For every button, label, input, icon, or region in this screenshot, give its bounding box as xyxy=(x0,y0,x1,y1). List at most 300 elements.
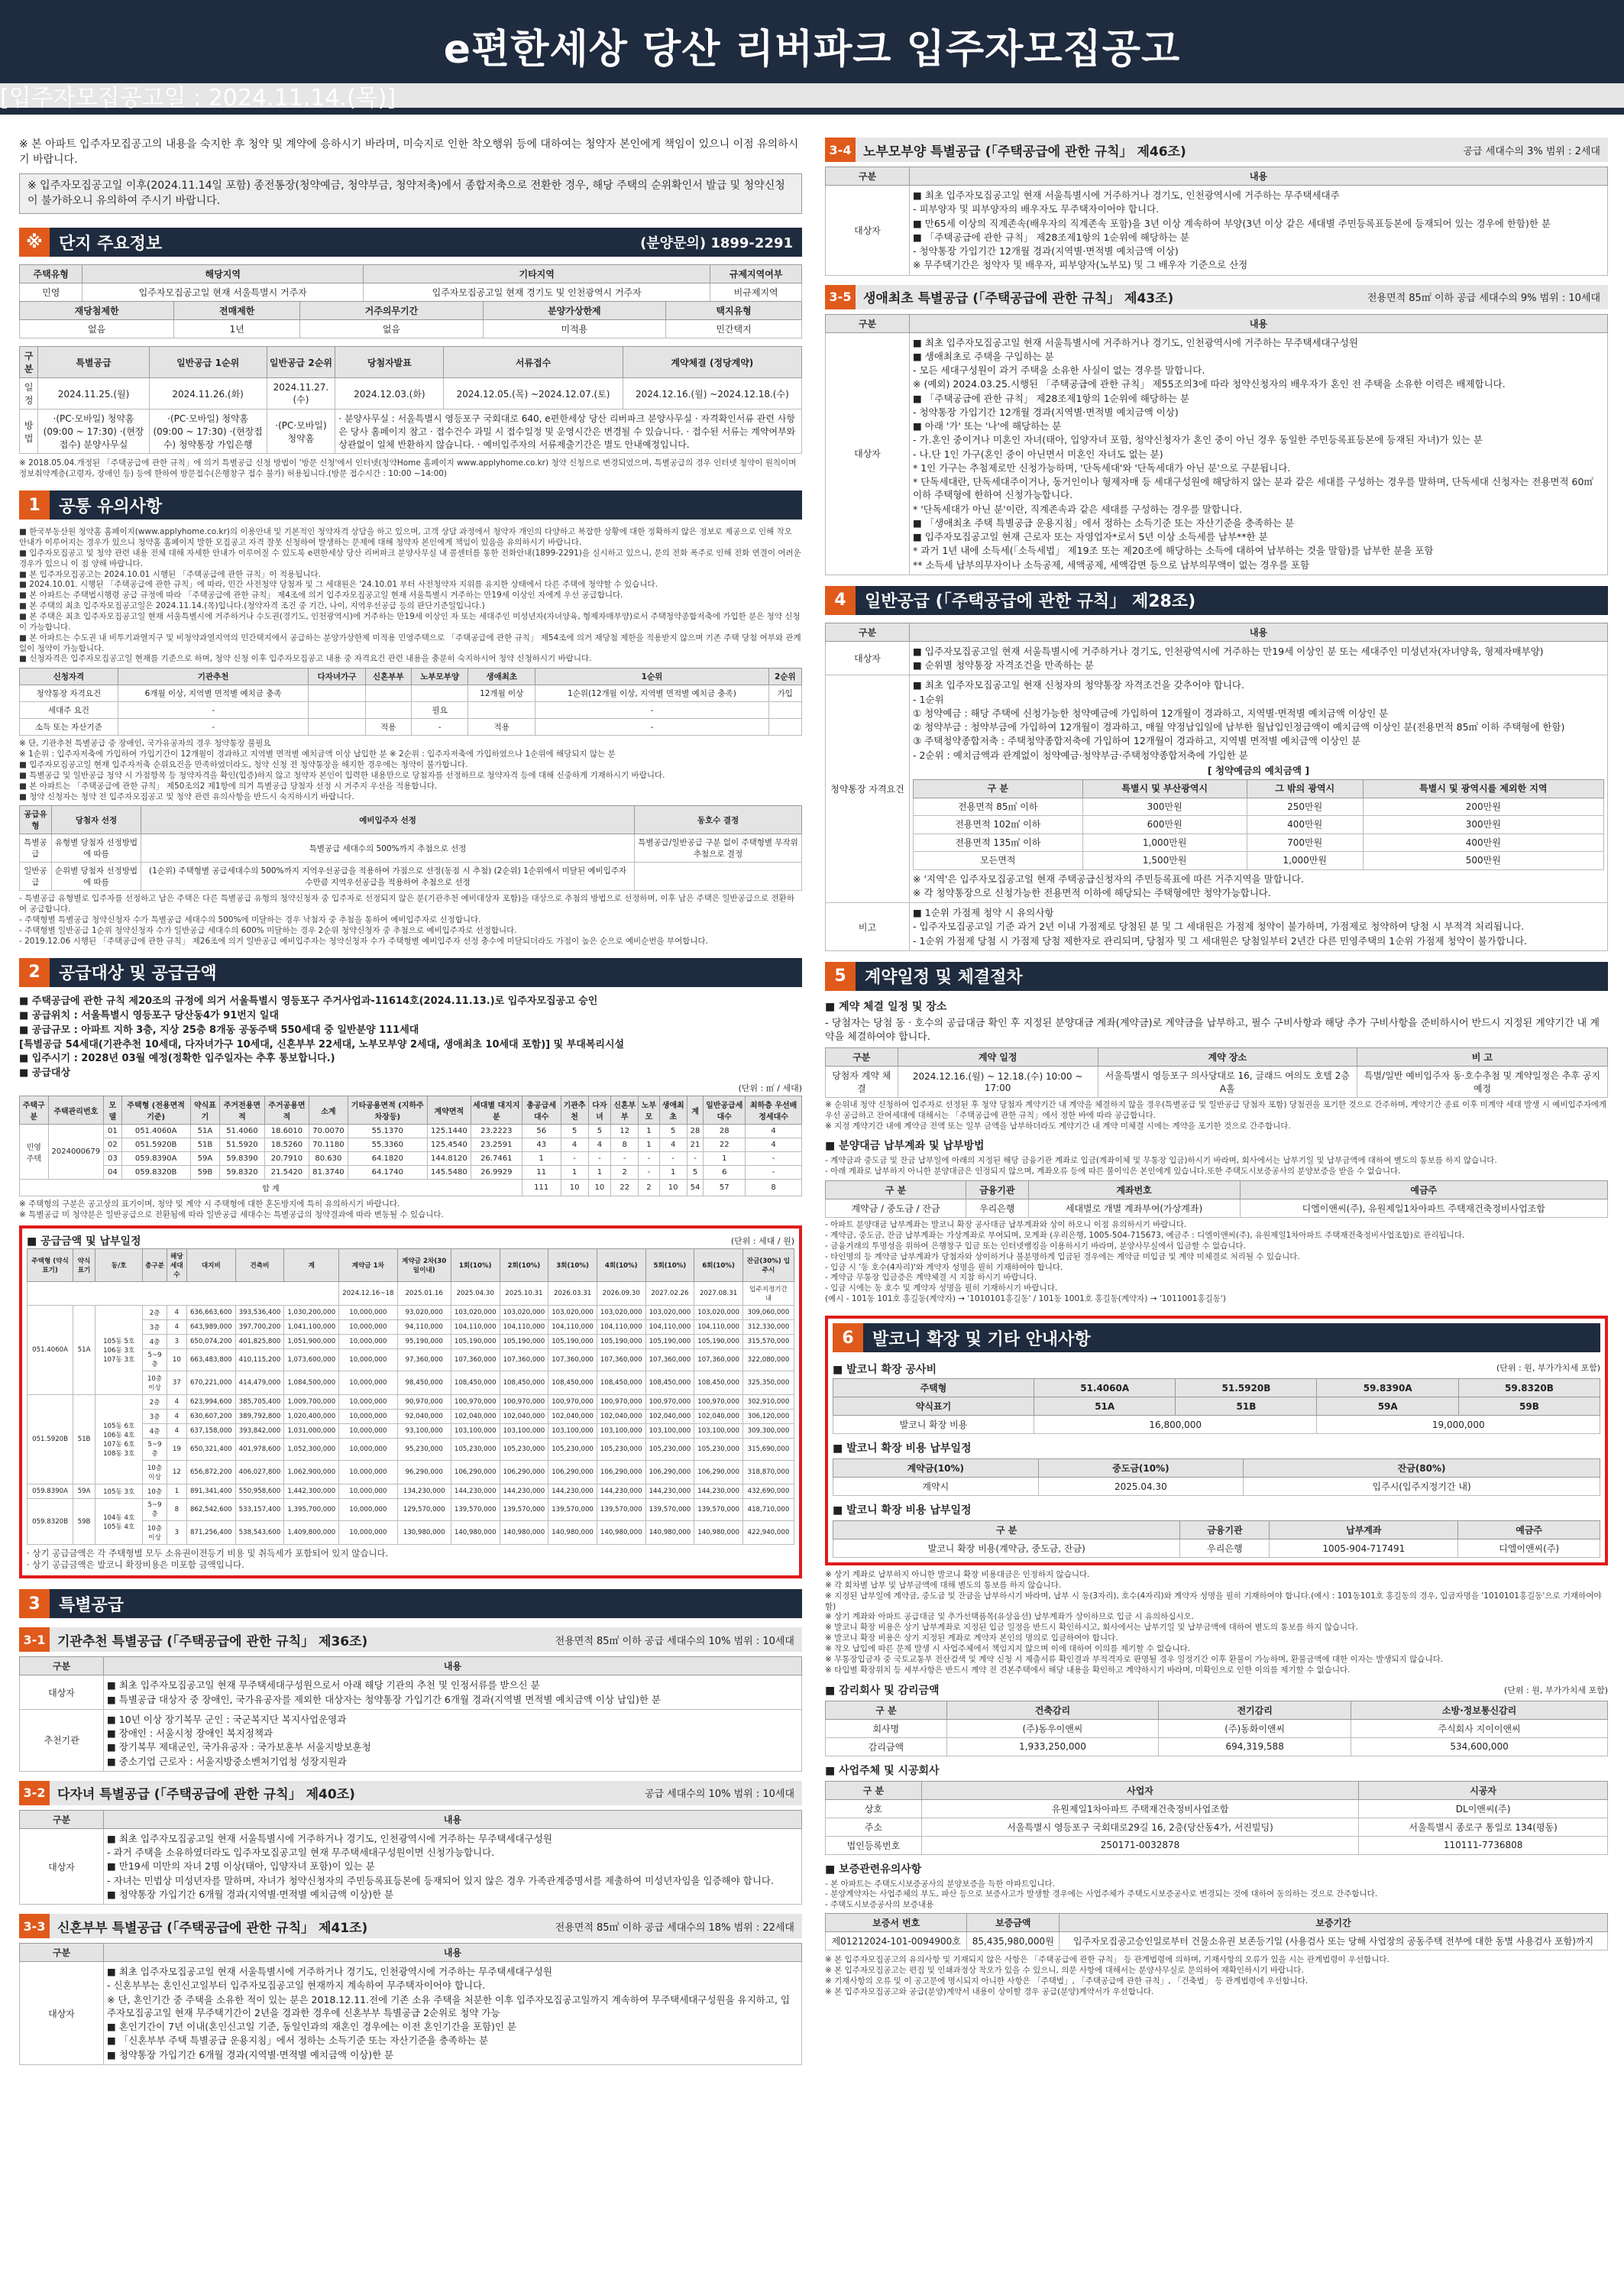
text-line: * 1인 가구는 추첨제로만 신청가능하며, '단독세대'와 '단독세대가 아닌 분'으로 구분됩니다. xyxy=(913,461,1291,474)
notice-item: ■ 본 입주자모집공고는 2024.10.01 시행된 「주택공급에 관한 규칙」이 적용됩니다. xyxy=(19,569,321,579)
table-cell: 059.8320B xyxy=(27,1499,73,1545)
table-cell: 2024000679 xyxy=(48,1125,104,1180)
table-cell: 4 xyxy=(588,1138,611,1152)
institution-table: 구분 내용 대상자 ■ 최초 입주자모집공고일 현재 무주택세대구성원으로서 아래 해당 기관의 추천 및 인정서류를 받으신 분 ■ 특별공급 대상자 중 장애인, 국가유공자를 제외한 대상자는 청약통장 가입기간 6개월 경과(지역별 면적별 예치금액 이상 납입)한 분 추천기관 ■ 10년 이상 장기복무 군인 : 국군복지단 복지사업운영과 ■ 장애인 : 서울시청 장애인 복지정책과 ■ 장기복무 제대군인, 국가유공자 : 국가보훈부 서울지방보훈청 ■ 중소기업 근로자 : 서울지방중소벤처기업청 성장지원과 xyxy=(19,1656,802,1772)
balcony-schedule-heading: ■ 발코니 확장 비용 납부일정 xyxy=(833,1442,972,1455)
table-cell: 10,000,000 xyxy=(339,1395,397,1410)
balcony-unit: (단위 : 원, 부가가치세 포함) xyxy=(1496,1363,1600,1374)
note-line: ※ 1순위 : 입주자저축에 가입하여 가입기간이 12개월이 경과하고 지역별 면적별 예치금액 이상 납입한 분 ※ 2순위 : 입주자저축에 가입하였으나 1순위에 해당되지 않는 분 xyxy=(19,749,616,759)
closing-notes xyxy=(825,1955,1608,1997)
table-cell xyxy=(309,719,365,736)
header-cell: 59.8320B xyxy=(1458,1379,1600,1397)
note-line: ※ 기재사항의 오류 및 이 공고문에 명시되지 아니한 사항은 「주택법」, 「주택공급에 관한 규칙」, 「건축법」 등 관계법령에 우선합니다. xyxy=(825,1976,1309,1986)
date-cell: 2024.12.16~18 xyxy=(339,1282,397,1306)
supervision-heading: ■ 감리회사 및 감리금액 xyxy=(825,1684,940,1697)
table-cell: 22 xyxy=(704,1138,746,1152)
text-line: ■ 최초 입주자모집공고일 현재 무주택세대구성원으로서 아래 해당 기관의 추천 및 인정서류를 받으신 분 xyxy=(107,1679,540,1691)
table-cell: 400만원 xyxy=(1363,834,1603,852)
note-line: ■ 청약 신청자는 청약 전 입주자모집공고 및 청약 관련 유의사항을 반드시 숙지하시기 바랍니다. xyxy=(19,792,354,801)
table-cell: 04 xyxy=(104,1166,121,1180)
table-cell: 5~9층 xyxy=(143,1439,167,1461)
note-line: - 타인명의 등 계약금 납부계좌가 당첨자와 상이하거나 불분명하게 입금된 경우에는 계약금 미입금 및 계약 미체결로 처리될 수 있습니다. xyxy=(825,1251,1300,1261)
header-cell: 6회(10%) xyxy=(694,1249,743,1282)
table-cell: 1년 xyxy=(174,320,300,338)
table-cell: 51A xyxy=(190,1125,219,1138)
table-cell: 10 xyxy=(561,1180,588,1196)
table-cell: 55.3360 xyxy=(348,1138,427,1152)
table-cell: 107,360,000 xyxy=(645,1349,694,1371)
table-cell: 103,100,000 xyxy=(694,1424,743,1439)
table-cell: 순위별 당첨자 선정방법에 따름 xyxy=(51,863,141,891)
balcony-box xyxy=(825,1316,1608,1565)
table-cell: 6개월 이상, 지역별 면적별 예치금 충족 xyxy=(118,685,309,702)
table-cell: 주소 xyxy=(826,1818,922,1836)
header-cell: 그 밖의 광역시 xyxy=(1247,780,1363,798)
table-cell: 51A xyxy=(73,1306,95,1395)
table-cell: 700만원 xyxy=(1247,834,1363,852)
table-cell: (1순위) 주택형별 공급세대수의 500%까지 지역우선공급을 적용하여 가점으로 선정(동점 시 추첨) (2순위) 1순위에서 미달된 예비입주자 수만큼 지역우선공급을 적용하여 추첨으로 선정 xyxy=(141,863,635,891)
price-row xyxy=(27,1306,794,1320)
table-cell: 418,710,000 xyxy=(742,1499,794,1521)
table-cell: 2024.11.25.(월) xyxy=(38,378,149,410)
payment-account-table xyxy=(825,1180,1608,1218)
table-cell: 3 xyxy=(167,1335,186,1349)
note-line: · 상기 공급금액은 각 주택형별 모두 소유권이전등기 비용 및 취득세가 포함되어 있지 않습니다. xyxy=(27,1548,389,1559)
table-cell: 104동 4호 105동 4호 xyxy=(95,1499,142,1545)
note-line: - 계약금과 중도금 및 잔금 납부일에 아래의 지정된 해당 금융기관 계좌로 입금(계좌이체 및 무통장 입금)하시기 바라며, 회사에서는 납부기일 및 납부금액에 대하여 별도의 통보를 하지 않습니다. xyxy=(825,1156,1497,1166)
table-cell: 10,000,000 xyxy=(339,1461,397,1484)
text-line: ■ 만65세 이상의 직계존속(배우자의 직계존속 포함)을 3년 이상 계속하여 부양(3년 이상 같은 세대별 주민등록표등본에 등재되어 있는 경우에 한함)한 분 xyxy=(913,217,1551,229)
header-cell: 예비입주자 선정 xyxy=(141,806,635,834)
table-cell: - xyxy=(535,702,768,719)
table-cell: 서울특별시 영등포구 의사당대로 16, 글래드 여의도 호텔 2층 A홀 xyxy=(1098,1066,1357,1097)
table-cell: 650,074,200 xyxy=(186,1335,235,1349)
table-cell: 106,290,000 xyxy=(645,1461,694,1484)
table-cell: 10 xyxy=(588,1180,611,1196)
table-cell: 104,110,000 xyxy=(451,1320,500,1335)
table-cell: 103,020,000 xyxy=(597,1306,645,1320)
note-line: ※ 지정된 납부일에 계약금, 중도금 및 잔금을 납부하시기 바라며, 납부 시 동(3자리), 호수(4자리)와 계약자 성명을 필히 기재하여야 합니다.(예시 : 101동101호 홍길동의 경우, 입금자명을 '1010101홍길동'으로 기재하여야 함) xyxy=(825,1591,1602,1611)
table-cell: 28 xyxy=(687,1125,704,1138)
header-cell: 59B xyxy=(1458,1397,1600,1416)
table-cell: 139,570,000 xyxy=(451,1499,500,1521)
header-cell: 기타지역 xyxy=(364,265,710,283)
header-cell: 중도금(10%) xyxy=(1038,1459,1244,1478)
table-cell: 2024.11.26.(화) xyxy=(149,378,267,410)
header-cell: 재당첨제한 xyxy=(20,302,174,320)
table-cell: 유원제일1차아파트 주택재건축정비사업조합 xyxy=(921,1799,1358,1818)
header-cell: 동호수 결정 xyxy=(635,806,802,834)
table-cell: 90,970,000 xyxy=(397,1395,451,1410)
note-line: ※ 각 회차별 납부 및 납부금액에 대해 별도의 통보를 하지 않습니다. xyxy=(825,1580,1062,1590)
table-cell: 145.5480 xyxy=(428,1166,471,1180)
header-cell: 택지유형 xyxy=(666,302,802,320)
table-cell: (주)동화이앤씨 xyxy=(1159,1719,1351,1737)
table-cell: 10,000,000 xyxy=(339,1439,397,1461)
text-line: ※ (예외) 2024.03.25.시행된 「주택공급에 관한 규칙」 제55조의3에 따라 청약신청자의 배우자가 혼인 전 주택을 소유한 이력은 배제합니다. xyxy=(913,378,1506,390)
text-line: ■ 최초 입주자모집공고일 현재 서울특별시에 거주하거나 경기도, 인천광역시에 거주하는 무주택세대주 xyxy=(913,189,1340,201)
table-cell: 64.1820 xyxy=(348,1152,427,1166)
table-cell: 106,290,000 xyxy=(451,1461,500,1484)
table-cell: 없음 xyxy=(20,320,174,338)
header-cell: 모델 xyxy=(104,1096,121,1125)
payment-notes xyxy=(825,1220,1608,1305)
table-cell: 계약시 xyxy=(833,1478,1039,1496)
header-cell: 일반공급 1순위 xyxy=(149,347,267,378)
title-banner xyxy=(0,0,1624,115)
table-cell: 10층이상 xyxy=(143,1461,167,1484)
table-cell: 656,872,200 xyxy=(186,1461,235,1484)
table-cell: 106,290,000 xyxy=(694,1461,743,1484)
date-cell: 2026.03.31 xyxy=(548,1282,597,1306)
notice-item: ■ 본 주택은 최초 입주자모집공고일 현재 서울특별시에 거주하거나 수도권(경기도, 인천광역시)에 거주하는 만19세 이상인 자 또는 세대주인 미성년자(자녀양육, 형제자매부양)로서 주택청약종합저축에 가입한 분은 청약 신청이 가능합니다. xyxy=(19,611,801,632)
table-cell: 871,256,400 xyxy=(186,1521,235,1545)
table-cell: 250만원 xyxy=(1247,798,1363,816)
table-cell xyxy=(412,685,468,702)
header-cell: 예금주 xyxy=(1240,1181,1607,1199)
table-cell: 12 xyxy=(167,1461,186,1484)
table-cell: 105,230,000 xyxy=(548,1439,597,1461)
table-cell: ·(PC·모바일) 청약홈 (09:00 ~ 17:30) ·(현장접수) 분양사무실 xyxy=(38,410,149,454)
supply-item: ■ 입주시기 : 2028년 03월 예정(정확한 입주일자는 추후 통보합니다.) xyxy=(19,1053,335,1065)
note-line: ※ 발코니 확장 비용은 상기 지정된 계좌로 계약자 본인의 명의로 입금하여야 합니다. xyxy=(825,1633,1118,1643)
text-line: - 1순위 가점제 당첨 시 가점제 당첨 제한자로 관리되며, 당첨자 및 그 세대원은 당첨일부터 2년간 다른 민영주택의 1순위 가점제 청약이 불가합니다. xyxy=(913,934,1528,947)
note-line: - 입금 시 '동 호수(4자리)'와 계약자 성명을 필히 기재하여야 합니다. xyxy=(825,1262,1063,1272)
table-row xyxy=(20,863,802,891)
table-row xyxy=(20,1152,802,1166)
header-cell: 59.8390A xyxy=(1317,1379,1458,1397)
table-cell: 110111-7736808 xyxy=(1359,1836,1608,1854)
table-cell: 393,842,000 xyxy=(235,1424,284,1439)
note-line: ※ 지정 계약기간 내에 계약금 전액 또는 일부 금액을 납부하더라도 계약기간 내 계약 미체결 시에는 계약을 포기한 것으로 간주합니다. xyxy=(825,1121,1291,1131)
table-cell: 393,536,400 xyxy=(235,1306,284,1320)
price-row xyxy=(27,1395,794,1410)
table-cell: 104,110,000 xyxy=(500,1320,548,1335)
table-cell: - xyxy=(746,1166,802,1180)
text-line: - 입주자모집공고일 기준 과거 2년 이내 가점제로 당첨된 분 및 그 세대원은 가점제 청약이 불가하며, 가점제로 청약하여 당첨 시 부적격 처리됩니다. xyxy=(913,921,1525,933)
header-cell: 비 고 xyxy=(1357,1047,1607,1066)
table-cell: 051.4060A xyxy=(27,1306,73,1395)
table-cell: 5 xyxy=(659,1125,687,1138)
note-line: - 계약금 무통장 입금증은 계약체결 시 지참 하시기 바랍니다. xyxy=(825,1273,1037,1283)
table-cell: 10,000,000 xyxy=(339,1371,397,1395)
table-cell: 059.8390A xyxy=(121,1152,190,1166)
table-cell: - xyxy=(561,1152,588,1166)
table-row xyxy=(914,798,1604,816)
table-cell: 406,027,800 xyxy=(235,1461,284,1484)
table-cell: 1,031,000,000 xyxy=(284,1424,339,1439)
table-cell: 합 계 xyxy=(20,1180,522,1196)
table-cell: 1,030,200,000 xyxy=(284,1306,339,1320)
header-cell: 구 분 xyxy=(826,1781,922,1799)
table-row xyxy=(20,1138,802,1152)
table-cell: 56 xyxy=(522,1125,561,1138)
guarantee-table xyxy=(825,1913,1608,1950)
text-line: ① 청약예금 : 해당 주택에 신청가능한 청약예금에 가입하여 12개월이 경과하고, 지역별·면적별 예치금액 이상인 분 xyxy=(913,707,1389,719)
header-cell: 대지비 xyxy=(186,1249,235,1282)
header-cell: 해당세대수 xyxy=(167,1249,186,1282)
header-cell: 잔금(80%) xyxy=(1244,1459,1600,1478)
table-cell: 106,290,000 xyxy=(500,1461,548,1484)
header-cell: 계좌번호 xyxy=(1028,1181,1240,1199)
table-cell: 891,341,400 xyxy=(186,1484,235,1499)
table-cell: 1 xyxy=(167,1484,186,1499)
header-cell: 보증기간 xyxy=(1059,1914,1608,1932)
note-line: ■ 특별공급 및 일반공급 청약 시 가점항목 등 청약자격을 확인(입증)하지 않고 청약자 본인이 입력한 내용만으로 당첨자를 선정하므로 청약자격 등에 대해 신중하게 기재하시기 바랍니다. xyxy=(19,770,665,780)
section-overview-header: ※ 단지 주요정보 (분양문의) 1899-2291 xyxy=(19,228,802,257)
table-cell: 당첨자 계약 체결 xyxy=(826,1066,898,1097)
note-line: - 2019.12.06 시행된 「주택공급에 관한 규칙」 제26조에 의거 일반공급 예비입주자는 청약신청자 수가 주택형별 예비입주자 선정 충수에 미달되더라도 가점이 높은 순으로 예비순번을 부여합니다. xyxy=(19,936,708,946)
text-line: ■ 최초 입주자모집공고일 현재 서울특별시에 거주하거나 경기도, 인천광역시에 거주하는 무주택세대구성원 xyxy=(107,1832,552,1844)
note-line: ※ 본 입주자모집공고의 유의사항 및 기재되지 않은 사항은 「주택공급에 관한 규칙」 등 관계법령에 의하며, 기재사항의 오류가 있을 시는 관계법령이 우선합니다. xyxy=(825,1955,1389,1965)
header-cell: 계약금 1차 xyxy=(339,1249,397,1282)
table-row xyxy=(20,685,802,702)
header-cell: 서류접수 xyxy=(444,347,623,378)
table-cell: 139,570,000 xyxy=(645,1499,694,1521)
selection-table xyxy=(19,805,802,891)
table-cell: 139,570,000 xyxy=(500,1499,548,1521)
table-cell: 385,705,400 xyxy=(235,1395,284,1410)
text-line: - 청약통장 가입기간 12개월 경과(지역별·면적별 예치금액 이상) xyxy=(913,406,1179,418)
note-line: ※ 타입별 확장위치 등 세부사항은 반드시 계약 전 견본주택에서 해당 내용을 확인하고 계약하시기 바라며, 미확인으로 인한 이의를 제기할 수 없습니다. xyxy=(825,1665,1351,1675)
note-line: ■ 입주자모집공고일 현재 입주자저축 순위요건을 만족하였더라도, 청약 신청 전 청약통장을 해지한 경우에는 청약이 불가합니다. xyxy=(19,759,468,769)
header-cell: 59A xyxy=(1317,1397,1458,1416)
table-cell: 104,110,000 xyxy=(645,1320,694,1335)
table-cell: 디엘이앤씨(주) xyxy=(1458,1539,1600,1558)
price-row xyxy=(27,1499,794,1521)
text-line: ※ 무주택기간은 청약자 및 배우자, 피부양자(노부모) 및 그 배우자 기준으로 산정 xyxy=(913,259,1248,271)
table-cell: 세대별로 개별 계좌부여(가상계좌) xyxy=(1028,1199,1240,1218)
header-cell: 계약금 2차(30일이내) xyxy=(397,1249,451,1282)
table-row xyxy=(20,1125,802,1138)
right-column: 3-4 노부모부양 특별공급 (「주택공급에 관한 규칙」 제46조) 공급 세대수의 3% 범위 : 2세대 구분 내용 대상자 ■ 최초 입주자모집공고일 현재 서울특별시에 거주하거나 경기도, 인천광역시에 거주하는 무주택세대주 - 피부양자 및 피부양자의 배우자도 무주택자이어야 합니다. ■ 만65세 이상의 직계존속(배우자의 직계존속 포함)을 3년 이상 계속하여 부양(3년 이상 같은 세대별 주민등록표등본에 등재되어 있는 경우에 한함)한 분 ■ 「주택공급에 관한 규칙」 제28조제1항의 1순위에 해당하는 분 - 청약통장 가입기간 12개월 경과(지역별·면적별 예치금액 이상) ※ 무주택기간은 청약자 및 배우자, 피부양자(노부모) 및 그 배우자 기준으로 산정 3-5 생애최초 특별공급 (「주택공급에 관한 규칙」 제43조) 전용면적 85㎡ 이하 공급 세대수의 9% 범위 : 10세대 구분 내용 대상자 ■ 최초 입주자모집공고일 현재 서울특별시에 거주하거나 경기도, 인천광역시에 거주하는 무주택세대구성원 ■ 생애최초로 주택을 구입하는 분 - 모든 세대구성원이 과거 주택을 소유한 사실이 없는 경우를 말합니다. ※ (예외) 2024.03.25.시행된 「주택공급에 관한 규칙」 제55조의3에 따라 청약신청자의 배우자가 혼인 전 주택을 소유한 이력은 배제합니다. ■ 「주택공급에 관한 규칙」 제28조제1항의 1순위에 해당하는 분 - 청약통장 가입기간 12개월 경과(지역별·면적별 예치금액 이상) ■ 아래 '가' 또는 '나'에 해당하는 분 - 가.혼인 중이거나 미혼인 자녀(태아, 입양자녀 포함, 청약신청자가 혼인 중이 아닌 경우 동일한 주민등록표등본에 등재된 자녀)가 있는 분 - 나.단 1인 가구(혼인 중이 아닌면서 미혼인 자녀도 없는 분) * 1인 가구는 추첨제로만 신청가능하며, '단독세대'와 '단독세대가 아닌 분'으로 구분됩니다. * 단독세대란, 단독세대주이거나, 동거인이나 형제자매 등 세대구성원에 해당하지 않는 분과 같은 세대를 구성하는 경우를 말하며, 단독세대 신청자는 전용면적 60㎡ 이하 주택형에 한하여 신청가능합니다. * '단독세대가 아닌 분'이란, 직계존속과 같은 세대를 구성하는 경우를 말합니다. ■ 「생애최초 주택 특별공급 운용지침」에서 정하는 소득기준 또는 자산기준을 충족하는 분 ■ 입주자모집공고일 현재 근로자 또는 자영업자*로서 5년 이상 소득세를 납부**한 분 * 과거 1년 내에 소득세(「소득세법」 제19조 또는 제20조에 해당하는 소득에 대하여 납부하는 것을 말함)를 납부한 분을 포함 ** 소득세 납부의무자이나 소득공제, 세액공제, 세액감면 등으로 납부의무액이 없는 경우를 포함 4 일반공급 (「주택공급에 관한 규칙」 제28조) 구분 내용 대상자 ■ 입주자모집공고일 현재 서울특별시에 거주하거나 경기도, 인천광역시에 거주하는 만19세 이상인 분 또는 세대주인 미성년자(자녀양육, 형제자매부양) ■ 순위별 청약통장 자격조건을 만족하는 분 청약통장 자격요건 ■ 최초 입주자모집공고일 현재 신청자의 청약통장 자격조건을 갖추어야 합니다. - 1순위 ① 청약예금 : 해당 주택에 신청가능한 청약예금에 가입하여 12개월이 경과하고, 지역별·면적별 예치금액 이상인 분 ② 청약부금 : 청약부금에 가입하여 12개월이 경과하고, 매월 약정납입일에 납부한 월납입인정금액이 예치금액 이상인 분(전용면적 85㎡ 이하 주택형에 한함) ③ 주택청약종합저축 : 주택청약종합저축에 가입하여 12개월이 경과하고, 지역별 면적별 예치금액 이상인 분 - 2순위 : 예치금액과 관계없이 청약예금·청약부금·주택청약종합저축에 가입한 분 [ 청약예금의 예치금액 ] 구 분 특별시 및 부산광역시 그 밖의 광역시 특별시 및 광역시를 제외한 지역 전용면적 85㎡ 이하 300만원 250만원 200만원 전용면적 102㎡ 이하 600만원 400만원 300만원 전용면적 135㎡ 이하 1,000만원 700만원 400만원 모든면적 1,500만원 1,000만원 500만원 ※ '지역'은 입주자모집공고일 현재 주택공급신청자의 주민등록표에 따른 거주지역을 말합니다. ※ 각 청약통장으로 신청가능한 전용면적 이하에 해당되는 주택형에만 청약가능합니다. 비고 ■ 1순위 가점제 청약 시 유의사항 - 입주자모집공고일 기준 과거 2년 이내 가점제로 당첨된 분 및 그 세대원은 가점제 청약이 불가하며, 가점제로 청약하여 당첨 시 부적격 처리됩니다. - 1순위 가점제 당첨 시 가점제 당첨 제한자로 관리되며, 당첨자 및 그 세대원은 당첨일부터 2년간 다른 민영주택의 1순위 가점제 청약이 불가합니다. 5 계약일정 및 체결절차 ■ 계약 체결 일정 및 장소 - 당첨자는 당첨 동 · 호수의 공급대금 확인 후 지정된 분양대금 계좌(계약금)로 계약금을 납부하고, 필수 구비사항과 해당 추가 구비사항을 준비하시어 반드시 지정된 계약기간 내 계약을 체결하여야 합니다. 구분 계약 일정 계약 장소 비 고 당첨자 계약 체결 2024.12.16.(월) ~ 12.18.(수) 10:00 ~ 17:00 서울특별시 영등포구 의사당대로 16, 글래드 여의도 호텔 2층 A홀 특별/일반 예비입주자 동·호수추첨 및 계약일정은 추후 공지예정 ※ 순위내 청약 신청하여 입주자로 선정된 후 청약 당첨자 계약기간 내 계약을 체결하지 않을 경우(특별공급 및 일반공급 당첨자 포함) 당첨권을 포기한 것으로 간주하며, 계약기간 종료 이후 미계약 세대 발생 시 예비입주자에게 우선 공급하고 잔여세대에 대해서는 「주택공급에 관한 규칙」에서 정한 바에 따라 공급합니다. ※ 지정 계약기간 내에 계약금 전액 또는 일부 금액을 납부하더라도 계약기간 내 계약 미체결 시에는 계약을 포기한 것으로 간주합니다. ■ 분양대금 납부계좌 및 납부방법 - 계약금과 중도금 및 잔금 납부일에 아래의 지정된 해당 금융기관 계좌로 입금(계좌이체 및 무통장 입금)하시기 바라며, 회사에서는 납부기일 및 납부금액에 대하여 별도의 통보를 하지 않습니다. - 아래 계좌로 납부하지 아니한 분양대금은 인정되지 않으며, 계좌오류 등에 따른 불이익은 본인에게 있습니다.또한 주택도시보증공사의 분양보증을 받을 수 없습니다. 구 분 금융기관 계좌번호 예금주 계약금 / 중도금 / 잔금 우리은행 세대별로 개별 계좌부여(가상계좌) 디엘이앤씨(주), 유원제일1차아파트 주택재건축정비사업조합 - 아파트 분양대금 납부계좌는 발코니 확장 공사대금 납부계좌와 상이 하오니 이점 유의하시기 바랍니다. - 계약금, 중도금, 잔금 납부계좌는 가상계좌로 부여되며, 모계좌 (우리은행, 1005-504-715673, 예금주 : 디엘이앤씨(주), 유원제일1차아파트 주택재건축정비사업조합)로 관리됩니다. - 금융거래의 투명성을 위하여 은행창구 입금 또는 인터넷뱅킹을 이용하시기 바라며, 분양사무실에서 입금할 수 없습니다. - 타인명의 등 계약금 납부계좌가 당첨자와 상이하거나 불분명하게 입금된 경우에는 계약금 미입금 및 계약 미체결로 처리될 수 있습니다. - 입금 시 '동 호수(4자리)'와 계약자 성명을 필히 기재하여야 합니다. - 계약금 무통장 입금증은 계약체결 시 지참 하시기 바랍니다. - 입금 시에는 동 호수 및 계약자 성명을 필히 기재하시기 바랍니다. (예시 - 101동 101호 홍길동(계약자) → '1010101홍길동' / 101동 1001호 홍길동(계약자) → '1011001홍길동') 6 발코니 확장 및 기타 안내사항 ■ 발코니 확장 공사비 (단위 : 원, 부가가치세 포함) 주택형 51.4060A 51.5920B 59.8390A 59.8320B 약식표기 51A 51B 59A 59B 발코니 확장 비용 16,800,000 19,000,000 ■ 발코니 확장 비용 납부일정 계약금(10%) 중도금(10%) 잔금(80%) 계약시 2025.04.30 입주시(입주지정기간 내) ■ 발코니 확장 비용 납부일정 구 분 금융기관 납부계좌 예금주 발코니 확장 비용(계약금, 중도금, 잔금) 우리은행 1005-904-717491 디엘이앤씨(주) ※ 상기 계좌로 납부하지 아니한 발코니 확장 비용대금은 인정하지 않습니다. ※ 각 회차별 납부 및 납부금액에 대해 별도의 통보를 하지 않습니다. ※ 지정된 납부일에 계약금, 중도금 및 잔금을 납부하시기 바라며, 납부 시 동(3자리), 호수(4자리)와 계약자 성명을 필히 기재하여야 합니다.(예시 : 101동101호 홍길동의 경우, 입금자명을 '1010101홍길동'으로 기재하여야 함) ※ 상기 계좌와 아파트 공급대금 및 추가선택품목(유상옵션) 납부계좌가 상이하므로 입금 시 유의하십시오. ※ 발코니 확장 비용은 상기 납부계좌로 지정된 입금 일정을 반드시 확인하시고, 회사에서는 납부기일 및 납부금액에 대하여 별도의 통보를 하지 않습니다. ※ 발코니 확장 비용은 상기 지정된 계좌로 계약자 본인의 명의로 입금하여야 합니다. ※ 착오 납입에 따른 문제 발생 시 사업주체에서 책임지지 않으며 이에 대하여 이의를 제기할 수 없습니다. ※ 무통장입금자 중 국토교통부 전산검색 및 계약 신청 시 제출서류 확인결과 부적격자로 판명될 경우 일정기간 이후 환불이 가능하며, 환불금액에 대한 이자는 발생되지 않습니다. ※ 타입별 확장위치 등 세부사항은 반드시 계약 전 견본주택에서 해당 내용을 확인하고 계약하시기 바라며, 미확인으로 인한 이의를 제기할 수 없습니다. ■ 감리회사 및 감리금액 (단위 : 원, 부가가치세 포함) 구 분 건축감리 전기감리 소방·정보통신감리 회사명 (주)동우이앤씨 (주)동화이앤씨 주식회사 지이이앤씨 감리금액 1,933,250,000 694,319,588 534,600,000 ■ 사업주체 및 시공회사 구 분 사업자 시공자 상호 유원제일1차아파트 주택재건축정비사업조합 DL이앤씨(주) 주소 서울특별시 영등포구 국회대로29길 16, 2층(당산동4가, 서진빌딩) 서울특별시 종로구 통일로 134(평동) 법인등록번호 250171-0032878 110111-7736808 ■ 보증관련유의사항 - 본 아파트는 주택도시보증공사의 분양보증을 득한 아파트입니다. - 분양계약자는 사업주체의 부도, 파산 등으로 보증사고가 발생할 경우에는 사업주체가 주택도시보증공사로 변경되는 것에 대하여 동의하는 것으로 간주합니다. - 주택도시보증공사의 보증내용 보증서 번호 보증금액 보증기간 제01212024-101-0094900호 85,435,980,000원 입주자모집공고승인일로부터 건물소유권 보존등기일 (사용검사 또는 당해 사업장의 공동주택 전부에 대한 동별 사용검사 포함)까지 ※ 본 입주자모집공고의 유의사항 및 기재되지 않은 사항은 「주택공급에 관한 규칙」 등 관계법령에 의하며, 기재사항의 오류가 있을 시는 관계법령이 우선합니다. ※ 본 입주자모집공고는 편집 및 인쇄과정상 착오가 있을 수 있으니, 의문 사항에 대해서는 분양사무실로 문의하여 재확인하시기 바랍니다. ※ 기재사항의 오류 및 이 공고문에 명시되지 아니한 사항은 「주택법」, 「주택공급에 관한 규칙」, 「건축법」 등 관계법령에 우선합니다. ※ 본 입주자모집공고와 공급(분양)계약서 내용이 상이할 경우 공급(분양)계약서가 우선합니다. xyxy=(825,130,1608,2277)
header-cell: 동/호 xyxy=(95,1249,142,1282)
intro-note: ※ 본 아파트 입주자모집공고의 내용을 숙지한 후 청약 및 계약에 응하시기 바라며, 미숙지로 인한 착오행위 등에 대하여는 청약자 본인에게 책임이 있으니 이점 유의하시기 바랍니다. xyxy=(19,138,799,166)
table-cell: 적용 xyxy=(365,719,412,736)
table-cell: 모든면적 xyxy=(914,852,1083,870)
text-line: ※ 각 청약통장으로 신청가능한 전용면적 이하에 해당되는 주택형에만 청약가능합니다. xyxy=(913,886,1271,898)
header-cell: 당첨자발표 xyxy=(335,347,444,378)
note-line: - 아래 계좌로 납부하지 아니한 분양대금은 인정되지 않으며, 계좌오류 등에 따른 불이익은 본인에게 있습니다.또한 주택도시보증공사의 분양보증을 받을 수 없습니다. xyxy=(825,1167,1401,1177)
table-cell: 5 xyxy=(561,1125,588,1138)
section-2-header: 2 공급대상 및 공급금액 xyxy=(19,958,802,987)
table-cell: 103,100,000 xyxy=(451,1424,500,1439)
table-cell: 5~9층 xyxy=(143,1499,167,1521)
table-cell: 105,190,000 xyxy=(645,1335,694,1349)
newlywed-table: 구분 내용 대상자 ■ 최초 입주자모집공고일 현재 서울특별시에 거주하거나 경기도, 인천광역시에 거주하는 무주택세대구성원 - 신혼부부는 혼인신고일부터 입주자모집공고일 현재까지 계속하여 무주택자이어야 합니다. ※ 단, 혼인기간 중 주택을 소유한 적이 있는 분은 2018.12.11.전에 기존 소유 주택을 처분한 이후 입주자모집공고일까지 계속하여 무주택세대구성원을 유지하고, 입주자모집공고일 현재 무주택기간이 2년을 경과한 경우에 신혼부부 특별공급 2순위로 청약 가능 ■ 혼인기간이 7년 이내(혼인신고일 기준, 동일인과의 재혼인 경우에는 이전 혼인기간을 포함)인 분 ■ 「신혼부부 주택 특별공급 운용지침」에서 정하는 소득기준 또는 자산기준을 충족하는 분 ■ 청약통장 가입기간 6개월 경과(지역별·면적별 예치금액 이상)한 분 xyxy=(19,1943,802,2065)
header-cell: 금융기관 xyxy=(1180,1521,1270,1539)
intro-box: ※ 입주자모집공고일 이후(2024.11.14일 포함) 종전통장(청약예금, 청약부금, 청약저축)에서 종합저축으로 전환한 경우, 해당 주택의 순위확인서 발급 및 청약신청이 불가하오니 유의하여 주시기 바랍니다. xyxy=(19,173,802,214)
date-cell: 2025.10.31 xyxy=(500,1282,548,1306)
table-cell: 1,395,700,000 xyxy=(284,1499,339,1521)
table-cell: 96,290,000 xyxy=(397,1461,451,1484)
table-cell: 소득 또는 자산기준 xyxy=(20,719,118,736)
date-cell: 2025.04.30 xyxy=(451,1282,500,1306)
table-cell: 144.8120 xyxy=(428,1152,471,1166)
note-line: · 상기 공급금액은 발코니 확장비용은 미포함 금액입니다. xyxy=(27,1559,244,1571)
table-cell: 108,450,000 xyxy=(548,1371,597,1395)
subsection-3-2-header: 3-2 다자녀 특별공급 (「주택공급에 관한 규칙」 제40조) 공급 세대수의 10% 범위 : 10세대 xyxy=(19,1781,802,1805)
table-cell: 1순위(12개월 이상, 지역별 면적별 예치금 충족) xyxy=(535,685,768,702)
table-cell: 특별/일반 예비입주자 동·호수추첨 및 계약일정은 추후 공지예정 xyxy=(1357,1066,1607,1097)
table-cell: ·(PC·모바일) 청약홈(09:00 ~ 17:30) ·(현장접수) 청약통장 가입은행 xyxy=(149,410,267,454)
table-cell: 108,450,000 xyxy=(694,1371,743,1395)
header-cell: 구 분 xyxy=(20,347,38,378)
header-cell: 51.4060A xyxy=(1034,1379,1175,1397)
supply-item: ■ 공급위치 : 서울특별시 영등포구 당산동4가 91번지 일대 xyxy=(19,1009,280,1021)
balcony-notes xyxy=(825,1570,1608,1676)
header-cell: 5회(10%) xyxy=(645,1249,694,1282)
table-cell: 102,040,000 xyxy=(694,1410,743,1424)
table-cell: 6 xyxy=(704,1166,746,1180)
table-cell: 318,870,000 xyxy=(742,1461,794,1484)
table-cell: 10,000,000 xyxy=(339,1320,397,1335)
table-cell: 105,230,000 xyxy=(694,1439,743,1461)
table-cell: - xyxy=(118,719,309,736)
table-cell: 22 xyxy=(611,1180,639,1196)
table-cell: 3 xyxy=(167,1521,186,1545)
table-cell: 51B xyxy=(190,1138,219,1152)
header-cell: 주택유형 xyxy=(20,265,82,283)
header-cell: 다자녀가구 xyxy=(309,668,365,685)
table-cell: 2층 xyxy=(143,1306,167,1320)
table-cell: 103,020,000 xyxy=(548,1306,597,1320)
date-cell: 입주지정기간 내 xyxy=(742,1282,794,1306)
table-cell: 43 xyxy=(522,1138,561,1152)
overview-table-2 xyxy=(19,301,802,338)
text-line: ■ 최초 입주자모집공고일 현재 신청자의 청약통장 자격조건을 갖추어야 합니다. xyxy=(913,679,1244,691)
table-cell: 103,100,000 xyxy=(597,1424,645,1439)
table-cell: 144,230,000 xyxy=(645,1484,694,1499)
note-line: - 주택형별 특별공급 청약신청자 수가 특별공급 세대수의 500%에 미달하는 경우 낙첨자 중 추첨을 통하여 예비입주자로 선정합니다. xyxy=(19,915,481,925)
table-cell: 134,230,000 xyxy=(397,1484,451,1499)
table-cell: 129,570,000 xyxy=(397,1499,451,1521)
table-cell: 102,040,000 xyxy=(645,1410,694,1424)
note-line: - 금융거래의 투명성을 위하여 은행창구 입금 또는 인터넷뱅킹을 이용하시기 바라며, 분양사무실에서 입금할 수 없습니다. xyxy=(825,1241,1246,1251)
table-cell: 139,570,000 xyxy=(597,1499,645,1521)
table-cell: 315,570,000 xyxy=(742,1335,794,1349)
table-cell: 95,230,000 xyxy=(397,1439,451,1461)
contract-notes xyxy=(825,1100,1608,1132)
header-cell: 51A xyxy=(1034,1397,1175,1416)
header-cell: 51.5920B xyxy=(1176,1379,1317,1397)
inquiry-phone: (분양문의) 1899-2291 xyxy=(640,235,793,252)
note-line: - 주택형별 일반공급 1순위 청약신청자 수가 일반공급 세대수의 600% 미달하는 경우 2순위 청약신청자 중 추첨으로 예비입주자로 선정합니다. xyxy=(19,926,517,935)
table-cell: 1 xyxy=(639,1138,659,1152)
note-line: - 특별공급 유형별로 입주자를 선정하고 남은 주택은 다른 특별공급 유형의 청약신청자 중 입주자로 선정되지 않은 분(기관추천 예비대상자 포함)을 대상으로 추첨의 방법으로 선정하며, 이후 남은 주택은 일반공급으로 전환하여 공급합니다. xyxy=(19,894,794,915)
table-cell: 106,290,000 xyxy=(597,1461,645,1484)
table-cell: 111 xyxy=(522,1180,561,1196)
price-row xyxy=(27,1439,794,1461)
supply-item: [특별공급 54세대(기관추천 10세대, 다자녀가구 10세대, 신혼부부 22세대, 노부모부양 2세대, 생애최초 10세대 포함)] 및 부대복리시설 xyxy=(19,1038,625,1050)
text-line: - 나.단 1인 가구(혼인 중이 아닌면서 미혼인 자녀도 없는 분) xyxy=(913,448,1163,460)
price-notes xyxy=(27,1548,794,1571)
table-cell: 550,958,600 xyxy=(235,1484,284,1499)
table-cell: 107,360,000 xyxy=(451,1349,500,1371)
table-cell xyxy=(27,1282,339,1306)
table-cell: 2025.04.30 xyxy=(1038,1478,1244,1496)
table-cell: 414,479,000 xyxy=(235,1371,284,1395)
table-cell: · 분양사무실 : 서울특별시 영등포구 국회대로 640, e편한세상 당산 리버파크 분양사무실 · 자격확인서류 관련 사항은 당사 홈페이지 참고 · 접수건수 과밀 시 접수일정 및 운영시간은 변경될 수 있습니다. · 접수된 서류는 계약여부와 상관없이 일체 반환하지 않습니다. · 예비입주자의 서류제출기간은 별도 안내예정입니다. xyxy=(335,410,802,454)
table-cell: 140,980,000 xyxy=(548,1521,597,1545)
table-cell: 입주시(입주지정기간 내) xyxy=(1244,1478,1600,1496)
table-cell: 140,980,000 xyxy=(694,1521,743,1545)
table-cell: 청약통장 자격요건 xyxy=(20,685,118,702)
table-cell: 432,690,000 xyxy=(742,1484,794,1499)
price-row xyxy=(27,1371,794,1395)
table-cell: 600만원 xyxy=(1082,816,1247,834)
table-cell: 11 xyxy=(522,1166,561,1180)
header-cell: 계약금(10%) xyxy=(833,1459,1039,1478)
note-line: ■ 본 아파트는 「주택공급에 관한 규칙」 제50조의2 제1항에 의거 특별공급 당첨자 선정 시 거주지 우선을 적용합니다. xyxy=(19,781,438,791)
text-line: ■ 청약통장 가입기간 6개월 경과(지역별·면적별 예치금액 이상)한 분 xyxy=(107,2048,394,2061)
developer-table xyxy=(825,1781,1608,1855)
table-cell: 051.5920B xyxy=(27,1395,73,1484)
table-cell: 1 xyxy=(561,1166,588,1180)
header-cell: 생애최초 xyxy=(659,1096,687,1125)
table-cell: 입주자모집공고승인일로부터 건물소유권 보존등기일 (사용검사 또는 당해 사업장의 공동주택 전부에 대한 동별 사용검사 포함)까지 xyxy=(1059,1932,1608,1950)
table-cell: 10,000,000 xyxy=(339,1484,397,1499)
table-cell: 59A xyxy=(73,1484,95,1499)
table-cell: 2 xyxy=(611,1166,639,1180)
table-cell: 422,940,000 xyxy=(742,1521,794,1545)
text-line: * '단독세대가 아닌 분'이란, 직계존속과 같은 세대를 구성하는 경우를 말합니다. xyxy=(913,503,1243,515)
price-row xyxy=(27,1349,794,1371)
text-line: ■ 만19세 미만의 자녀 2명 이상(태아, 입양자녀 포함)이 있는 분 xyxy=(107,1860,375,1873)
header-cell: 계 xyxy=(687,1096,704,1125)
table-cell: 1 xyxy=(659,1166,687,1180)
table-cell: 105,190,000 xyxy=(500,1335,548,1349)
text-line: ** 소득세 납부의무자이나 소득공제, 세액공제, 세액감면 등으로 납부의무액이 없는 경우를 포함 xyxy=(913,558,1310,571)
notice-item: ■ 본 아파트는 수도권 내 비투기과열지구 및 비청약과열지역의 민간택지에서 공급하는 분양가상한제 미적용 민영주택으로 「주택공급에 관한 규칙」 제54조에 의거 재당첨 제한을 적용받지 않으며 기존 주택 당첨 여부와 관계없이 청약이 가능합니다. xyxy=(19,633,801,653)
header-cell: 노부모부양 xyxy=(412,668,468,685)
table-cell: 59.8320 xyxy=(220,1166,265,1180)
table-cell: 107,360,000 xyxy=(500,1349,548,1371)
table-cell: 서울특별시 종로구 통일로 134(평동) xyxy=(1359,1818,1608,1836)
table-cell: 140,980,000 xyxy=(597,1521,645,1545)
table-cell: 103,020,000 xyxy=(694,1306,743,1320)
table-cell: - xyxy=(687,1152,704,1166)
table-cell: 105동 6호 106동 4호 107동 6호 108동 3호 xyxy=(95,1395,142,1484)
table-cell: 10층 xyxy=(143,1484,167,1499)
table-cell: 650,321,400 xyxy=(186,1439,235,1461)
price-table xyxy=(27,1248,794,1545)
header-cell: 주택형 (약식표기) xyxy=(27,1249,73,1282)
table-cell: 105,230,000 xyxy=(451,1439,500,1461)
price-row xyxy=(27,1320,794,1335)
table-cell: 100,970,000 xyxy=(694,1395,743,1410)
overview-table-1 xyxy=(19,264,802,302)
table-cell: 민영 xyxy=(20,283,82,302)
table-cell: 55.1370 xyxy=(348,1125,427,1138)
price-row xyxy=(27,1424,794,1439)
header-cell: 소방·정보통신감리 xyxy=(1351,1701,1608,1719)
table-cell: 26.7461 xyxy=(471,1152,522,1166)
left-column xyxy=(19,138,802,2284)
note-line: - 주택도시보증공사의 보증내용 xyxy=(825,1900,934,1910)
text-line: ■ 「주택공급에 관한 규칙」 제28조제1항의 1순위에 해당하는 분 xyxy=(913,231,1190,243)
text-line: - 청약통장 가입기간 12개월 경과(지역별·면적별 예치금액 이상) xyxy=(913,245,1179,257)
table-cell: 1,084,500,000 xyxy=(284,1371,339,1395)
table-cell: 670,221,000 xyxy=(186,1371,235,1395)
header-cell: 세대별 대지지분 xyxy=(471,1096,522,1125)
table-cell: 5 xyxy=(687,1166,704,1180)
table-cell: 1,062,900,000 xyxy=(284,1461,339,1484)
table-cell: 64.1740 xyxy=(348,1166,427,1180)
table-cell: 103,020,000 xyxy=(500,1306,548,1320)
subsection-3-5-header: 3-5 생애최초 특별공급 (「주택공급에 관한 규칙」 제43조) 전용면적 85㎡ 이하 공급 세대수의 9% 범위 : 10세대 xyxy=(825,285,1608,309)
section-4-header: 4 일반공급 (「주택공급에 관한 규칙」 제28조) xyxy=(825,586,1608,615)
